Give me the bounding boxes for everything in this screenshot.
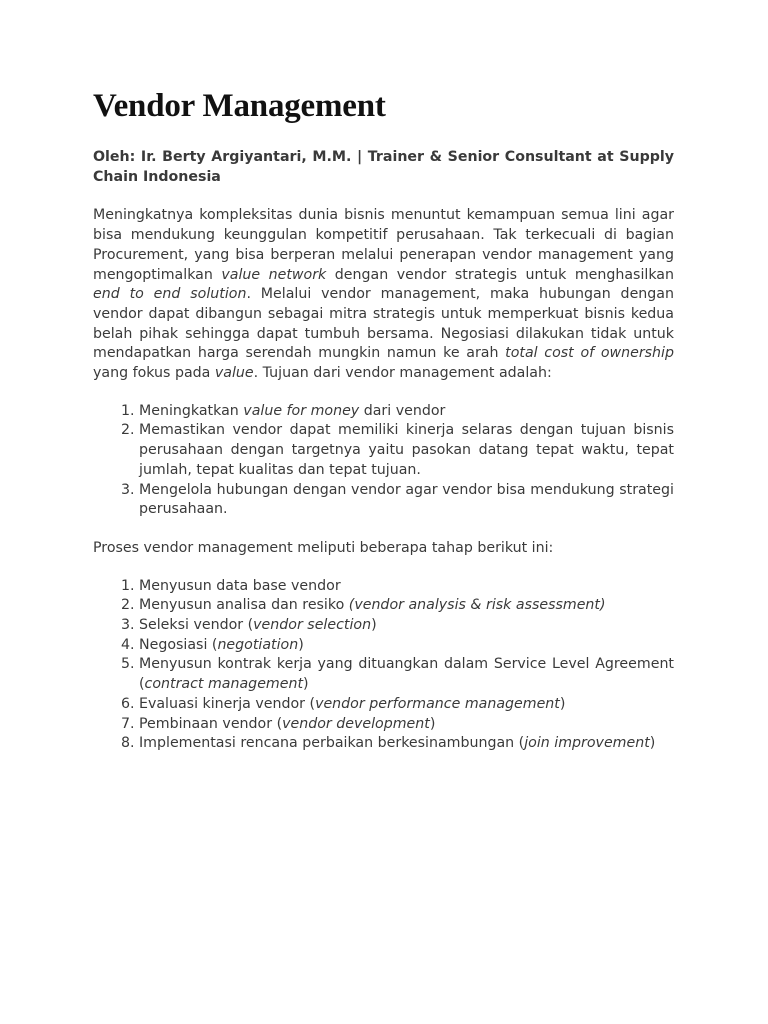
intro-paragraph: Meningkatnya kompleksitas dunia bisnis menuntut kemampuan semua lini agar bisa mendukung keunggulan kompetitif perusahaan. Tak terkecuali di bagian Procurement, yang bisa berperan melalui penerapan vendor management yang mengoptimalkan value network dengan vendor strategis untuk menghasilkan end to end solution. Melalui vendor management, maka hubungan dengan vendor dapat dibangun sebagai mitra strategis untuk memperkuat bisnis kedua belah pihak sehingga dapat tumbuh bersama. Negosiasi dilakukan tidak untuk mendapatkan harga serendah mungkin namun ke arah total cost of ownership yang fokus pada value. Tujuan dari vendor management adalah: [93, 207, 674, 382]
list-item: 2. Menyusun analisa dan resiko (vendor analysis & risk assessment) [139, 596, 674, 616]
page-title: Vendor Management [93, 88, 386, 124]
process-steps-list [93, 577, 674, 754]
process-intro: Proses vendor management meliputi beberapa tahap berikut ini: [93, 539, 554, 556]
list-item: 3. Seleksi vendor (vendor selection) [139, 616, 674, 636]
list-item: 5. Menyusun kontrak kerja yang dituangkan dalam Service Level Agreement (contract management) [139, 655, 674, 694]
list-item: 1. Menyusun data base vendor [139, 577, 674, 597]
goals-list [93, 402, 674, 520]
list-item: 8. Implementasi rencana perbaikan berkesinambungan (join improvement) [139, 734, 674, 754]
list-item: 7. Pembinaan vendor (vendor development) [139, 715, 674, 735]
list-item: 1. Meningkatkan value for money dari vendor [139, 402, 674, 422]
list-item: 2. Memastikan vendor dapat memiliki kinerja selaras dengan tujuan bisnis perusahaan dengan targetnya yaitu pasokan datang tepat waktu, tepat jumlah, tepat kualitas dan tepat tujuan. [139, 421, 674, 480]
author-byline: Oleh: Ir. Berty Argiyantari, M.M. | Trainer & Senior Consultant at Supply Chain Indonesia [93, 149, 674, 185]
document-page [93, 86, 674, 754]
list-item: 6. Evaluasi kinerja vendor (vendor performance management) [139, 695, 674, 715]
list-item: 3. Mengelola hubungan dengan vendor agar vendor bisa mendukung strategi perusahaan. [139, 481, 674, 520]
list-item: 4. Negosiasi (negotiation) [139, 636, 674, 656]
